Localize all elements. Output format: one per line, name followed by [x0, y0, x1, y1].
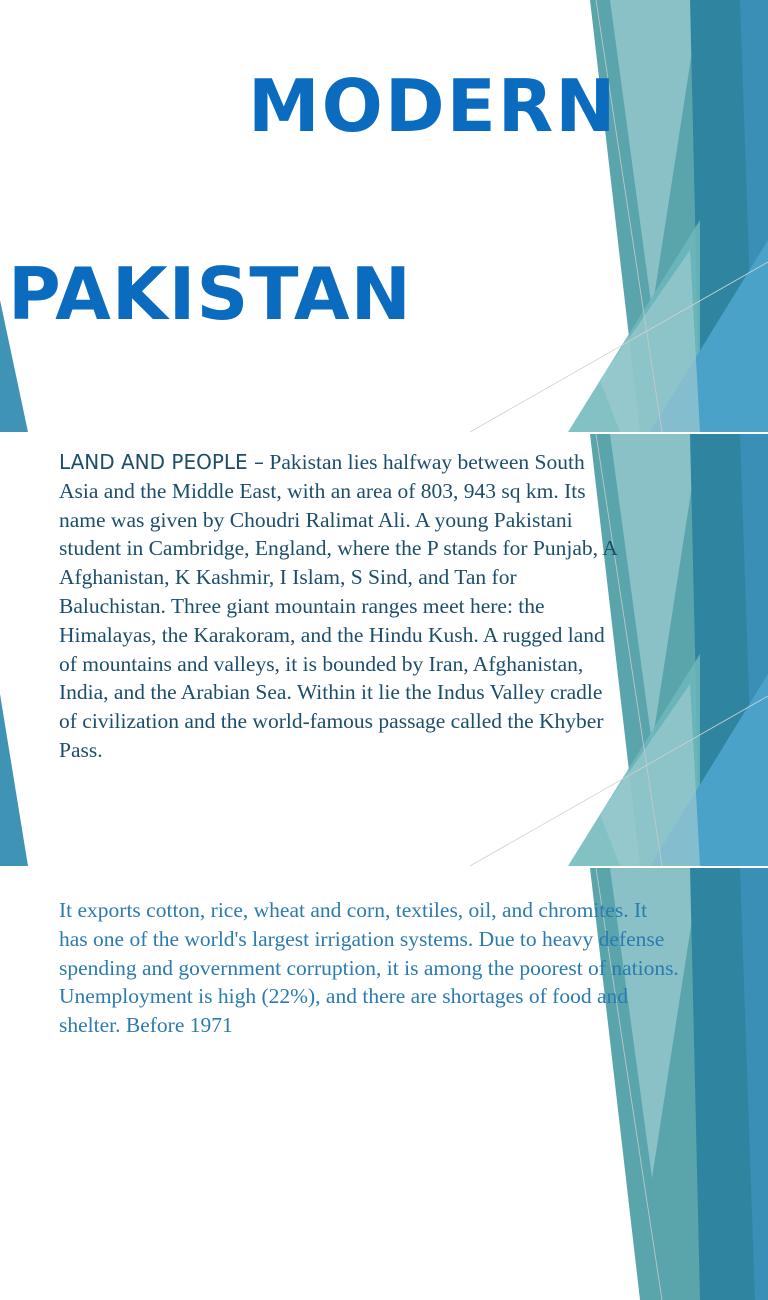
land-and-people-paragraph	[59, 448, 619, 765]
slide-land-and-people	[0, 434, 768, 866]
economy-paragraph: It exports cotton, rice, wheat and corn, textiles, oil, and chromites. It has one of the world's largest irrigation systems. Due to heavy defense spending and government corruption, it is among the poorest of nations. Unemployment is high (22%), and there are shortages of food and shelter. Before 1971	[59, 898, 679, 1038]
title-pakistan: PAKISTAN	[8, 252, 412, 336]
slide-economy	[0, 868, 768, 1300]
slide-title	[0, 0, 768, 432]
land-and-people-body: Pakistan lies halfway between South Asia and the Middle East, with an area of 803, 943 sq km. Its name was given by Choudri Ralimat Ali. A young Pakistani student in Cambridge, England, where the P stands for Punjab, A Afghanistan, K Kashmir, I Islam, S Sind, and Tan for Baluchistan. Three giant mountain ranges meet here: the Himalayas, the Karakoram, and the Hindu Kush. A rugged land of mountains and valleys, it is bounded by Iran, Afghanistan, India, and the Arabian Sea. Within it lie the Indus Valley cradle of civilization and the world-famous passage called the Khyber Pass.	[59, 450, 617, 762]
title-modern: MODERN	[248, 64, 618, 148]
land-and-people-heading: LAND AND PEOPLE –	[59, 450, 265, 474]
